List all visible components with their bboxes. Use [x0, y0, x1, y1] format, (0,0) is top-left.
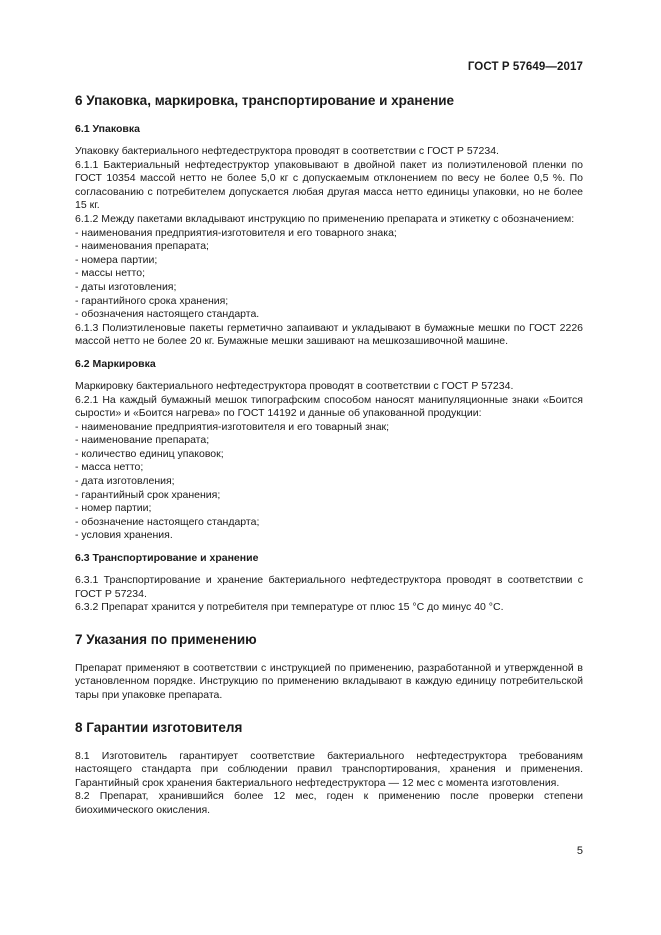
- paragraph: 8.2 Препарат, хранившийся более 12 мес, годен к применению после проверки степени биохимического окисления.: [75, 790, 583, 816]
- label-list: [75, 227, 583, 322]
- paragraph: 6.2.1 На каждый бумажный мешок типографским способом наносят манипуляционные знаки «Боится сырости» и «Боится нагрева» по ГОСТ 14192 и данные об упакованной продукции:: [75, 393, 583, 420]
- subsection-6-1-title: 6.1 Упаковка: [75, 123, 140, 135]
- paragraph: 6.1.2 Между пакетами вкладывают инструкцию по применению препарата и этикетку с обозначением:: [75, 212, 575, 225]
- list-item: - условия хранения.: [75, 529, 173, 542]
- list-item: - масса нетто;: [75, 461, 144, 474]
- list-item: - гарантийный срок хранения;: [75, 488, 221, 501]
- marking-list: [75, 421, 583, 543]
- paragraph: 6.3.1 Транспортирование и хранение бактериального нефтедеструктора проводят в соответствии с ГОСТ Р 57234.: [75, 574, 583, 600]
- list-item: - номер партии;: [75, 502, 152, 515]
- paragraph: Маркировку бактериального нефтедеструктора проводят в соответствии с ГОСТ Р 57234.: [75, 379, 514, 392]
- section-7-title: 7 Указания по применению: [75, 631, 257, 647]
- list-item: - дата изготовления;: [75, 475, 175, 488]
- list-item: - массы нетто;: [75, 267, 145, 280]
- list-item: - даты изготовления;: [75, 280, 177, 293]
- paragraph: 8.1 Изготовитель гарантирует соответствие бактериального нефтедеструктора требованиям настоящего стандарта при соблюдении правил транспортирования, хранения и применения. Гарантийный срок хранения бактериального нефтедеструктора — 12 мес с момента изготовления.: [75, 749, 583, 789]
- document-body: [75, 93, 583, 818]
- list-item: - наименования препарата;: [75, 240, 209, 253]
- list-item: - наименования предприятия-изготовителя и его товарного знака;: [75, 226, 397, 239]
- subsection-6-3-title: 6.3 Транспортирование и хранение: [75, 552, 259, 565]
- list-item: - обозначения настоящего стандарта.: [75, 308, 260, 321]
- paragraph: Упаковку бактериального нефтедеструктора проводят в соответствии с ГОСТ Р 57234.: [75, 145, 499, 157]
- paragraph: 6.1.3 Полиэтиленовые пакеты герметично запаивают и укладывают в бумажные мешки по ГОСТ 2226 массой нетто не более 20 кг. Бумажные мешки зашивают на мешкозашивочной машине.: [75, 321, 583, 348]
- section-6-title: 6 Упаковка, маркировка, транспортирование и хранение: [75, 93, 455, 108]
- paragraph: 6.3.2 Препарат хранится у потребителя при температуре от плюс 15 °С до минус 40 °С.: [75, 601, 504, 614]
- list-item: - количество единиц упаковок;: [75, 447, 224, 460]
- paragraph: Препарат применяют в соответствии с инструкцией по применению, разработанной и утвержденной в установленном порядке. Инструкцию по применению вкладывают в каждую единицу потребительской тары при упаковке препарата.: [75, 661, 583, 701]
- paragraph: 6.1.1 Бактериальный нефтедеструктор упаковывают в двойной пакет из полиэтиленовой пленки по ГОСТ 10354 массой нетто не более 5,0 кг с допускаемым отклонением по весу не более 0,5 %. По согласованию с потребителем допускается любая другая масса нетто единицы упаковки, но не более 15 кг.: [75, 158, 583, 212]
- list-item: - наименование препарата;: [75, 434, 210, 447]
- list-item: - наименование предприятия-изготовителя и его товарный знак;: [75, 420, 390, 433]
- list-item: - номера партии;: [75, 253, 158, 266]
- list-item: - обозначение настоящего стандарта;: [75, 515, 260, 528]
- list-item: - гарантийного срока хранения;: [75, 294, 229, 307]
- subsection-6-2-title: 6.2 Маркировка: [75, 357, 156, 370]
- page-number: 5: [576, 845, 583, 857]
- document-id: ГОСТ Р 57649—2017: [467, 61, 583, 73]
- section-8-title: 8 Гарантии изготовителя: [75, 719, 243, 735]
